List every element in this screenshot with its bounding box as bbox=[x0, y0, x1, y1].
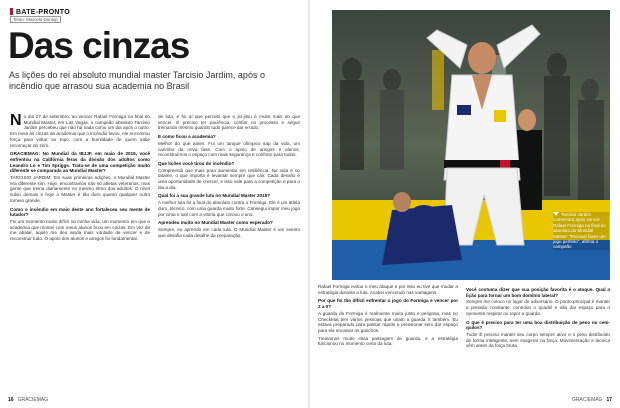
text-column-2 bbox=[158, 114, 300, 396]
answer: Tudo! É preciso manter seu corpo sempre ativo e o peso distribuído de forma inteligente, sem exagerar na força. Movimentação e técnica vêm antes da força bruta. bbox=[466, 331, 610, 349]
caption-arrow-icon bbox=[553, 212, 559, 216]
answer: A melhor luta foi a final do absoluto contra o Formiga. Ele é um atleta duro, técnico, com uma guarda muito forte. Consegui impor meu jogo por cima e sair com a vitória que coroou o ano. bbox=[158, 200, 300, 217]
drop-cap: N bbox=[10, 114, 22, 129]
photo-caption bbox=[553, 212, 609, 250]
answer: TARCISIO JARDIM: Em suas primeiras edições, o Mundial Master era diferente sim. Hoje, encontramos não só atletas veteranos, mas gente que treina diariamente no mesmo ritmo dos adultos. O nível subiu demais e hoje o Master é tão duro quanto qualquer outro torneio grande. bbox=[10, 175, 150, 203]
page-number: 16 bbox=[8, 397, 14, 403]
magazine-name: GRACIEMAG bbox=[17, 397, 49, 403]
magazine-name: GRACIEMAG bbox=[571, 397, 603, 403]
folio-right bbox=[572, 397, 612, 403]
caption-text: Tarcisio Jardim comemora após vencer Rafael Formiga na final do absoluto do Mundial Master: "Precisei fazer um jogo perfeito", afirma o campeão bbox=[553, 212, 606, 250]
question: O que é preciso para ter uma boa distribuição de peso no cem-quilos? bbox=[466, 319, 610, 331]
answer: Melhor do que antes. Fui um tanque olímpico sap da vida, um carimbo da nova fase. Com o apoio de amigos e alunos, reconstruímos o espaço com mais segurança e conforto para todos. bbox=[158, 140, 300, 158]
section-bar bbox=[10, 8, 13, 15]
question: Aprendeu muito no Mundial Master como esperado? bbox=[158, 220, 273, 226]
answer: Foi um momento muito difícil na minha vida, um momento em que a academia que montei com meus alunos ficou em cinzas. Em vez de me abalar, aquilo me deu ainda mais vontade de vencer e de reconstruir tudo. O apoio dos alunos e amigos foi fundamental. bbox=[10, 218, 150, 242]
section-label: BATE-PRONTO bbox=[16, 9, 70, 16]
section-tag bbox=[10, 8, 70, 16]
question: Como o incêndio em maio deste ano fortaleceu seu mente de lutador? bbox=[10, 206, 150, 218]
answer: A guarda do Formiga é realmente muito justa e perigosa, mas no CheckMat tem vários pessoas que usam a guarda X também. Eu estava preparado para passar rápido e pressionar sem dar espaço para ele encaixar os ganchos. bbox=[318, 310, 458, 333]
byline: Texto: Marcelo Dunlop bbox=[10, 16, 61, 23]
answer: Treinamos muito essa passagem de guarda, e a estratégia funcionou no momento certo da luta. bbox=[318, 335, 458, 347]
page-number: 17 bbox=[606, 397, 612, 403]
athlete-head bbox=[468, 42, 496, 74]
question: Qual foi a sua grande luta no Mundial Master 2015? bbox=[158, 193, 271, 199]
question: Que lições você tirou do incêndio? bbox=[158, 160, 235, 166]
paragraph: Rafael Formiga evitou o meu ataque e por isso eu tive que mudar a estratégia durante a luta. Acabei vencendo nas vantagens. bbox=[318, 284, 458, 295]
deck: As lições do rei absoluto mundial master Tarcisio Jardim, após o incêndio que arrasou sua academia no Brasil bbox=[9, 70, 265, 91]
answer: Compreendi que mais para aumentar em resiliência. Na vida e no tatame, o que importa é levantar sempre que cair. Cada desafio é uma oportunidade de crescer, e isso vale para a competição e para o dia a dia. bbox=[158, 167, 300, 190]
question: Por que foi tão difícil enfrentar o jogo do Formiga e vencer por 2 a 0? bbox=[318, 298, 458, 310]
question: E como ficou a academia? bbox=[158, 134, 216, 140]
answer: Sempre, eu aprendo em cada luta. O Mundial Master é um evento que desafia cada detalhe da preparação. bbox=[158, 226, 300, 238]
text-column-3 bbox=[318, 284, 458, 396]
paragraph: de luta, e foi aí que percebi que o jiu-jitsu é muito mais do que vencer. É preciso ter paciência, confiar no processo e seguir treinando mesmo quando tudo parece dar errado. bbox=[158, 114, 300, 131]
answer: Sempre me coloco no lugar do adversário. O ponto principal é manter a pressão constante, controlar o quadril e não dar espaço para o oponente respirar ou repor a guarda. bbox=[466, 299, 610, 316]
headline: Das cinzas bbox=[8, 25, 190, 66]
text-column-4 bbox=[466, 284, 610, 396]
question: Você costuma dizer que sua posição favorita é o ataque. Qual a lição para tornar um bom domínio lateral? bbox=[466, 287, 610, 298]
text-column-1 bbox=[10, 114, 150, 396]
intro-paragraph: o dia 27 de setembro, ao vencer Rafael Formiga na final do Mundial Master, em Las Vegas, o campeão absoluto Tarcisio Jardim percebeu que não há nada como um dia após o outro. Em meio às cinzas da academia que o incêndio levou, ele encontrou força para voltar ao topo, com a humildade de quem sabe recomeçar do zero. bbox=[10, 114, 150, 148]
folio-left bbox=[8, 397, 48, 403]
question: GRACIEMAG: No Mundial da IBJJF, em maio de 2015, você enfrentou na Califórnia feras da divisão dos adultos como Leandro Lo e Tim Spriggs. Trata-se de uma competição muito diferente se comparada ao Mundial Master? bbox=[10, 151, 150, 174]
